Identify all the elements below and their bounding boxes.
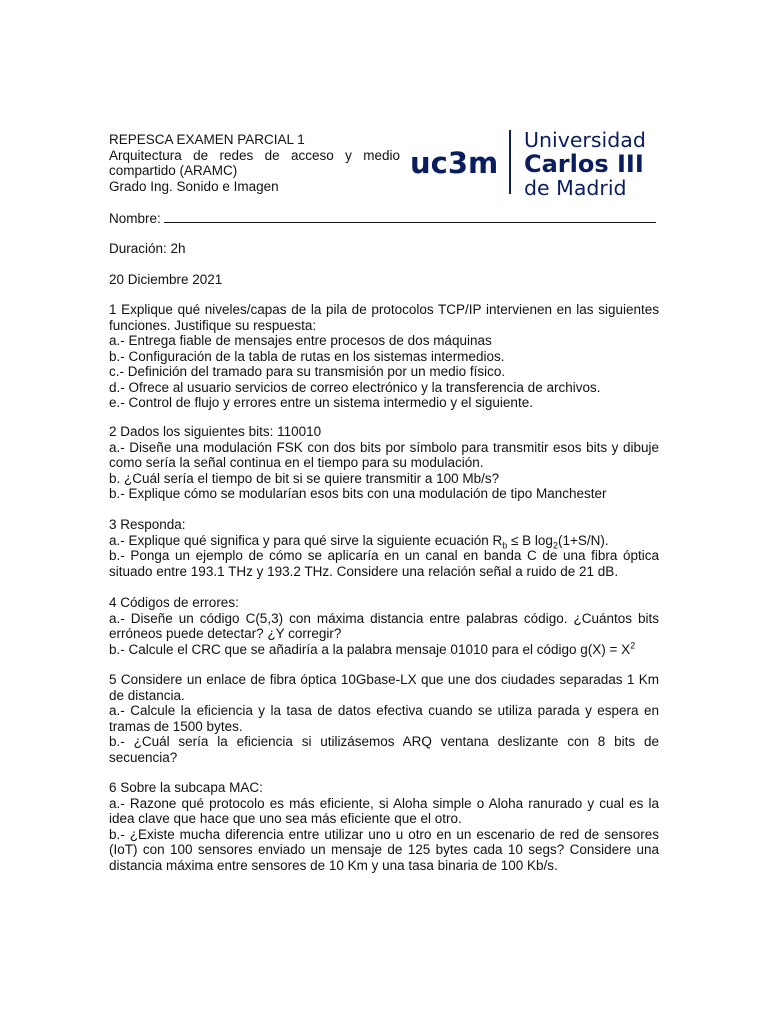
q3-a-post: (1+S/N). <box>557 532 609 548</box>
degree-name: Grado Ing. Sonido e Imagen <box>109 178 279 194</box>
q2-a: a.- Diseñe una modulación FSK con dos bits por símbolo para transmitir esos bits y dibuje como sería la señal continua en el tiempo para su modulación. <box>109 439 659 470</box>
question-6 <box>109 780 659 873</box>
q2-b2: b.- Explique cómo se modularían esos bits con una modulación de tipo Manchester <box>109 486 607 501</box>
uc3m-logo <box>410 124 655 200</box>
q1-e: e.- Control de flujo y errores entre un sistema intermedio y el siguiente. <box>109 395 533 410</box>
course-name: Arquitectura de redes de acceso y medio compartido (ARAMC) <box>109 147 400 178</box>
q6-b: b.- ¿Existe mucha diferencia entre utilizar uno u otro en un escenario de red de sensores (IoT) con 100 sensores enviado un mensaje de 125 bytes cada 10 segs? Considere una distancia máxima entre sensores de 10 Km y una tasa binaria de 100 Kb/s. <box>109 826 659 873</box>
question-1 <box>109 302 659 411</box>
q5-intro: 5 Considere un enlace de fibra óptica 10Gbase-LX que une dos ciudades separadas 1 Km de distancia. <box>109 672 659 703</box>
q1-c: c.- Definición del tramado para su transmisión por un medio físico. <box>109 364 506 379</box>
q3-intro: 3 Responda: <box>109 517 186 532</box>
q2-b1: b. ¿Cuál sería el tiempo de bit si se quiere transmitir a 100 Mb/s? <box>109 470 500 486</box>
question-5 <box>109 672 659 765</box>
logo-divider <box>509 130 511 194</box>
q3-a-mid: ≤ B log <box>507 532 553 548</box>
q3-b: b.- Ponga un ejemplo de cómo se aplicaría en un canal en banda C de una fibra óptica situado entre 193.1 THz y 193.2 THz. Considere una relación señal a ruido de 21 dB. <box>109 548 659 579</box>
logo-line1: Universidad <box>524 128 646 152</box>
q3-a <box>109 533 659 549</box>
q6-intro: 6 Sobre la subcapa MAC: <box>109 780 263 795</box>
question-4 <box>109 595 659 657</box>
q4-a: a.- Diseñe un código C(5,3) con máxima distancia entre palabras código. ¿Cuántos bits erróneos puede detectar? ¿Y corregir? <box>109 610 659 641</box>
q3-a-sub1: b <box>502 540 508 551</box>
q5-a: a.- Calcule la eficiencia y la tasa de datos efectiva cuando se utiliza parada y espera en tramas de 1500 bytes. <box>109 703 659 734</box>
logo-short: uc3m <box>410 146 499 180</box>
logo-line2: Carlos III <box>524 150 644 178</box>
q6-a: a.- Razone qué protocolo es más eficiente, si Aloha simple o Aloha ranurado y cual es la idea clave que hace que uno sea más eficiente que el otro. <box>109 795 659 826</box>
nombre-label: Nombre: <box>109 211 161 226</box>
q1-intro: 1 Explique qué niveles/capas de la pila de protocolos TCP/IP intervienen en las siguientes funciones. Justifique su respuesta: <box>109 302 659 333</box>
q3-a-sub2: 2 <box>552 540 558 551</box>
q4-b <box>109 642 659 658</box>
q2-intro: 2 Dados los siguientes bits: 110010 <box>109 424 322 439</box>
exam-header <box>109 132 400 194</box>
q3-a-pre: a.- Explique qué significa y para qué sirve la siguiente ecuación R <box>109 532 503 548</box>
q1-a: a.- Entrega fiable de mensajes entre procesos de dos máquinas <box>109 333 492 348</box>
q4-intro: 4 Códigos de errores: <box>109 595 239 610</box>
nombre-row <box>109 210 659 227</box>
q5-b: b.- ¿Cuál sería la eficiencia si utilizásemos ARQ ventana deslizante con 8 bits de secuencia? <box>109 734 659 765</box>
logo-line3: de Madrid <box>524 176 627 200</box>
question-3 <box>109 517 659 579</box>
q1-b: b.- Configuración de la tabla de rutas en los sistemas intermedios. <box>109 348 505 364</box>
duration: Duración: 2h <box>109 241 186 256</box>
question-2 <box>109 424 659 502</box>
nombre-field[interactable] <box>164 210 656 223</box>
exam-title: REPESCA EXAMEN PARCIAL 1 <box>109 132 305 147</box>
q4-b-sup: 2 <box>630 640 636 650</box>
exam-date: 20 Diciembre 2021 <box>109 272 223 287</box>
q1-d: d.- Ofrece al usuario servicios de correo electrónico y la transferencia de archivos. <box>109 379 601 395</box>
q4-b-pre: b.- Calcule el CRC que se añadiría a la palabra mensaje 01010 para el código g(X) = X <box>109 641 631 657</box>
